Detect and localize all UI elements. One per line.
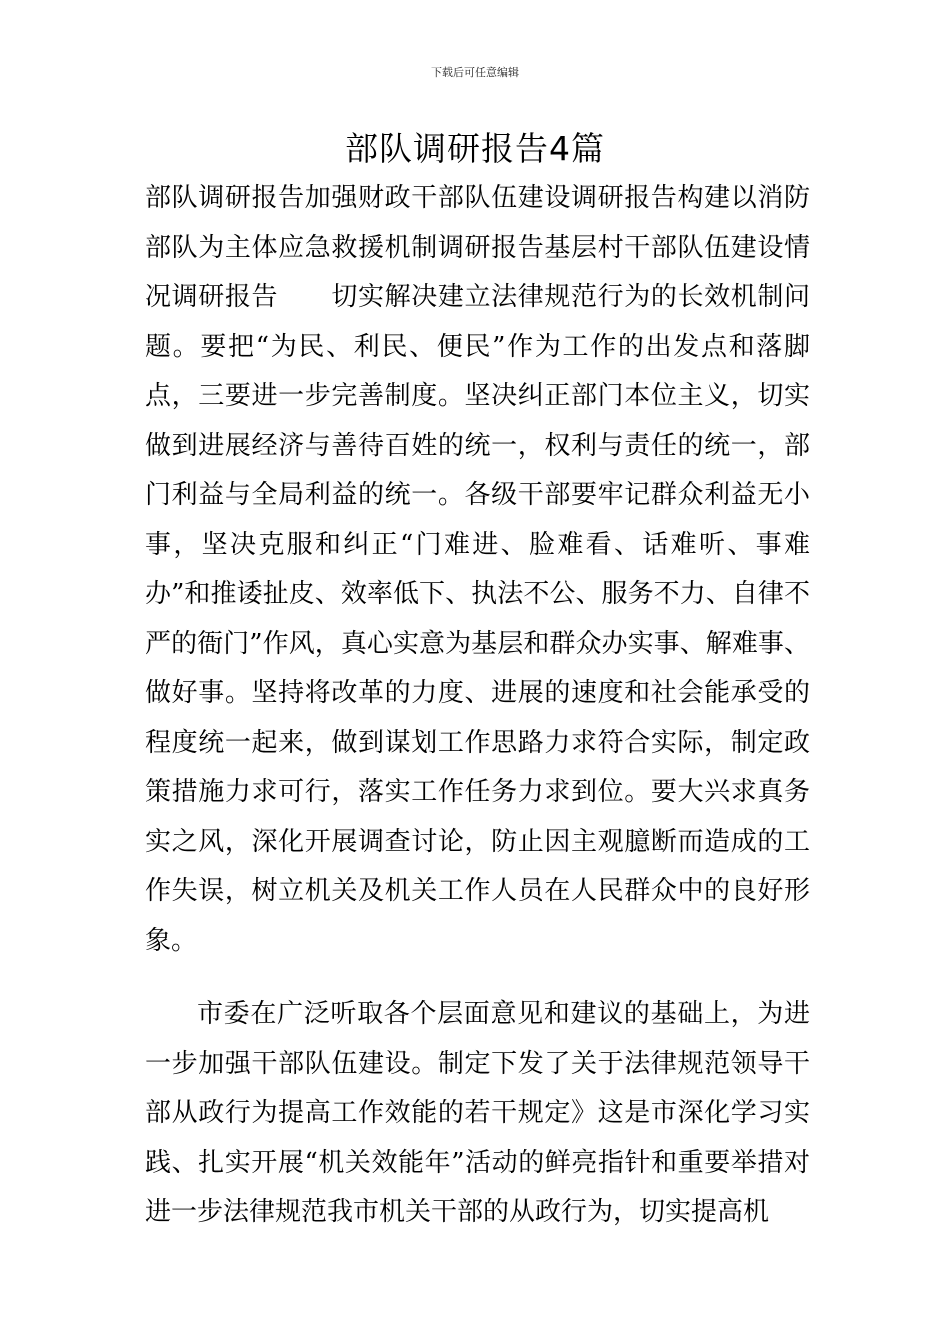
paragraph-1: 部队调研报告加强财政干部队伍建设调研报告构建以消防部队为主体应急救援机制调研报告基层村干部队伍建设情况调研报告 切实解决建立法律规范行为的长效机制问题。要把“为民、利民、便民”作为工作的出发点和落脚点，三要进一步完善制度。坚决纠正部门本位主义，切实做到进展经济与善待百姓的统一，权利与责任的统一，部门利益与全局利益的统一。各级干部要牢记群众利益无小事，坚决克服和纠正“门难进、脸难看、话难听、事难办”和推诿扯皮、效率低下、执法不公、服务不力、自律不严的衙门”作风，真心实意为基层和群众办实事、解难事、做好事。坚持将改革的力度、进展的速度和社会能承受的程度统一起来，做到谋划工作思路力求符合实际，制定政策措施力求可行，落实工作任务力求到位。要大兴求真务实之风，深化开展调查讨论，防止因主观臆断而造成的工作失误，树立机关及机关工作人员在人民群众中的良好形象。 xyxy=(145,183,810,956)
document-body xyxy=(145,174,810,1238)
document-title: 部队调研报告4篇 xyxy=(345,129,605,168)
paragraph-2: 市委在广泛听取各个层面意见和建议的基础上，为进一步加强干部队伍建设。制定下发了关于法律规范领导干部从政行为提高工作效能的若干规定》这是市深化学习实践、扎实开展“机关效能年”活动的鲜亮指针和重要举措对进一步法律规范我市机关干部的从政行为，切实提高机 xyxy=(145,999,810,1227)
header-note: 下载后可任意编辑 xyxy=(431,66,519,79)
